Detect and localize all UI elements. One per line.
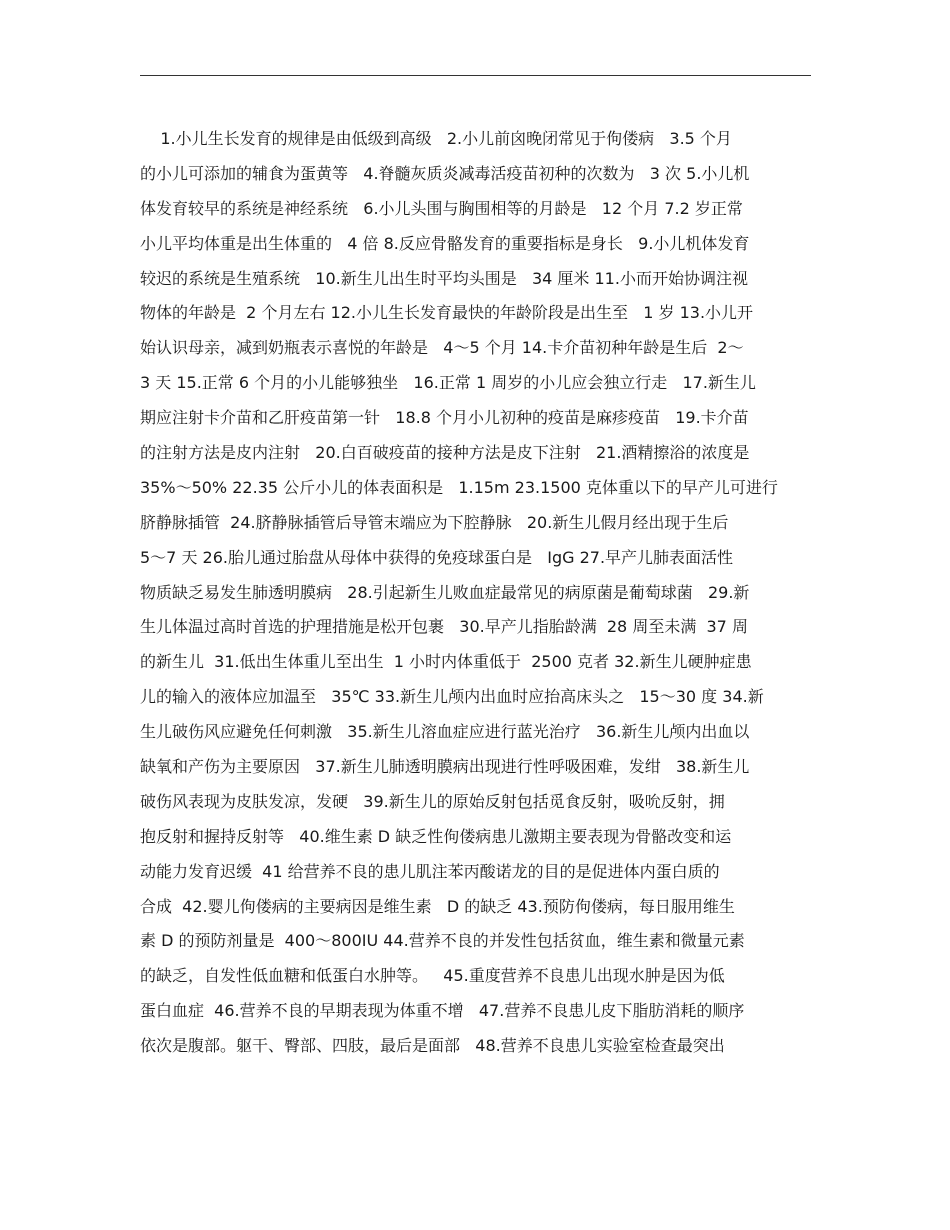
text-line: 体发育较早的系统是神经系统 6.小儿头围与胸围相等的月龄是 12 个月 7.2 岁正常 <box>140 198 743 218</box>
text-line: 的小儿可添加的辅食为蛋黄等 4.脊髓灰质炎减毒活疫苗初种的次数为 3 次 5.小儿机 <box>140 163 750 183</box>
text-line: 脐静脉插管 24.脐静脉插管后导管末端应为下腔静脉 20.新生儿假月经出现于生后 <box>140 512 729 532</box>
header-rule <box>140 75 811 76</box>
text-line: 抱反射和握持反射等 40.维生素 D 缺乏性佝偻病患儿激期主要表现为骨骼改变和运 <box>140 826 732 846</box>
text-line: 物质缺乏易发生肺透明膜病 28.引起新生儿败血症最常见的病原菌是葡萄球菌 29.新 <box>140 582 750 602</box>
text-line: 的注射方法是皮内注射 20.白百破疫苗的接种方法是皮下注射 21.酒精擦浴的浓度是 <box>140 443 750 463</box>
body-text <box>140 122 811 1064</box>
text-line: 蛋白血症 46.营养不良的早期表现为体重不增 47.营养不良患儿皮下脂肪消耗的顺序 <box>140 1001 745 1021</box>
text-line: 生儿破伤风应避免任何刺激 35.新生儿溶血症应进行蓝光治疗 36.新生儿颅内出血以 <box>140 722 750 742</box>
text-line: 1.小儿生长发育的规律是由低级到高级 2.小儿前囟晚闭常见于佝偻病 3.5 个月 <box>140 129 732 148</box>
text-line: 动能力发育迟缓 41 给营养不良的患儿肌注苯丙酸诺龙的目的是促进体内蛋白质的 <box>140 861 720 881</box>
text-line: 素 D 的预防剂量是 400～800IU 44.营养不良的并发性包括贫血，维生素和微量元素 <box>140 931 745 951</box>
text-line: 期应注射卡介苗和乙肝疫苗第一针 18.8 个月小儿初种的疫苗是麻疹疫苗 19.卡介苗 <box>140 408 749 428</box>
text-line: 物体的年龄是 2 个月左右 12.小儿生长发育最快的年龄阶段是出生至 1 岁 13.小儿开 <box>140 303 754 323</box>
text-line: 35%～50% 22.35 公斤小儿的体表面积是 1.15m 23.1500 克体重以下的早产儿可进行 <box>140 477 778 497</box>
text-line: 小儿平均体重是出生体重的 4 倍 8.反应骨骼发育的重要指标是身长 9.小儿机体发育 <box>140 233 750 253</box>
text-line: 3 天 15.正常 6 个月的小儿能够独坐 16.正常 1 周岁的小儿应会独立行走 17.新生儿 <box>140 373 756 393</box>
text-line: 5～7 天 26.胎儿通过胎盘从母体中获得的免疫球蛋白是 IgG 27.早产儿肺表面活性 <box>140 547 734 567</box>
text-line: 破伤风表现为皮肤发凉，发硬 39.新生儿的原始反射包括觅食反射，吸吮反射，拥 <box>140 791 725 811</box>
text-line: 合成 42.婴儿佝偻病的主要病因是维生素 D 的缺乏 43.预防佝偻病，每日服用维生 <box>140 896 735 916</box>
text-line: 儿的输入的液体应加温至 35℃ 33.新生儿颅内出血时应抬高床头之 15～30 度 34.新 <box>140 687 764 707</box>
text-line: 的缺乏，自发性低血糖和低蛋白水肿等。 45.重度营养不良患儿出现水肿是因为低 <box>140 966 725 986</box>
text-line: 的新生儿 31.低出生体重儿至出生 1 小时内体重低于 2500 克者 32.新生儿硬肿症患 <box>140 652 752 672</box>
text-line: 始认识母亲，减到奶瓶表示喜悦的年龄是 4～5 个月 14.卡介苗初种年龄是生后 2～ <box>140 338 744 358</box>
text-line: 生儿体温过高时首选的护理措施是松开包裹 30.早产儿指胎龄满 28 周至未满 37 周 <box>140 617 748 637</box>
text-line: 依次是腹部。躯干、臀部、四肢，最后是面部 48.营养不良患儿实验室检查最突出 <box>140 1036 725 1056</box>
text-line: 缺氧和产伤为主要原因 37.新生儿肺透明膜病出现进行性呼吸困难，发绀 38.新生儿 <box>140 757 750 777</box>
text-line: 较迟的系统是生殖系统 10.新生儿出生时平均头围是 34 厘米 11.小而开始协调注视 <box>140 268 748 288</box>
